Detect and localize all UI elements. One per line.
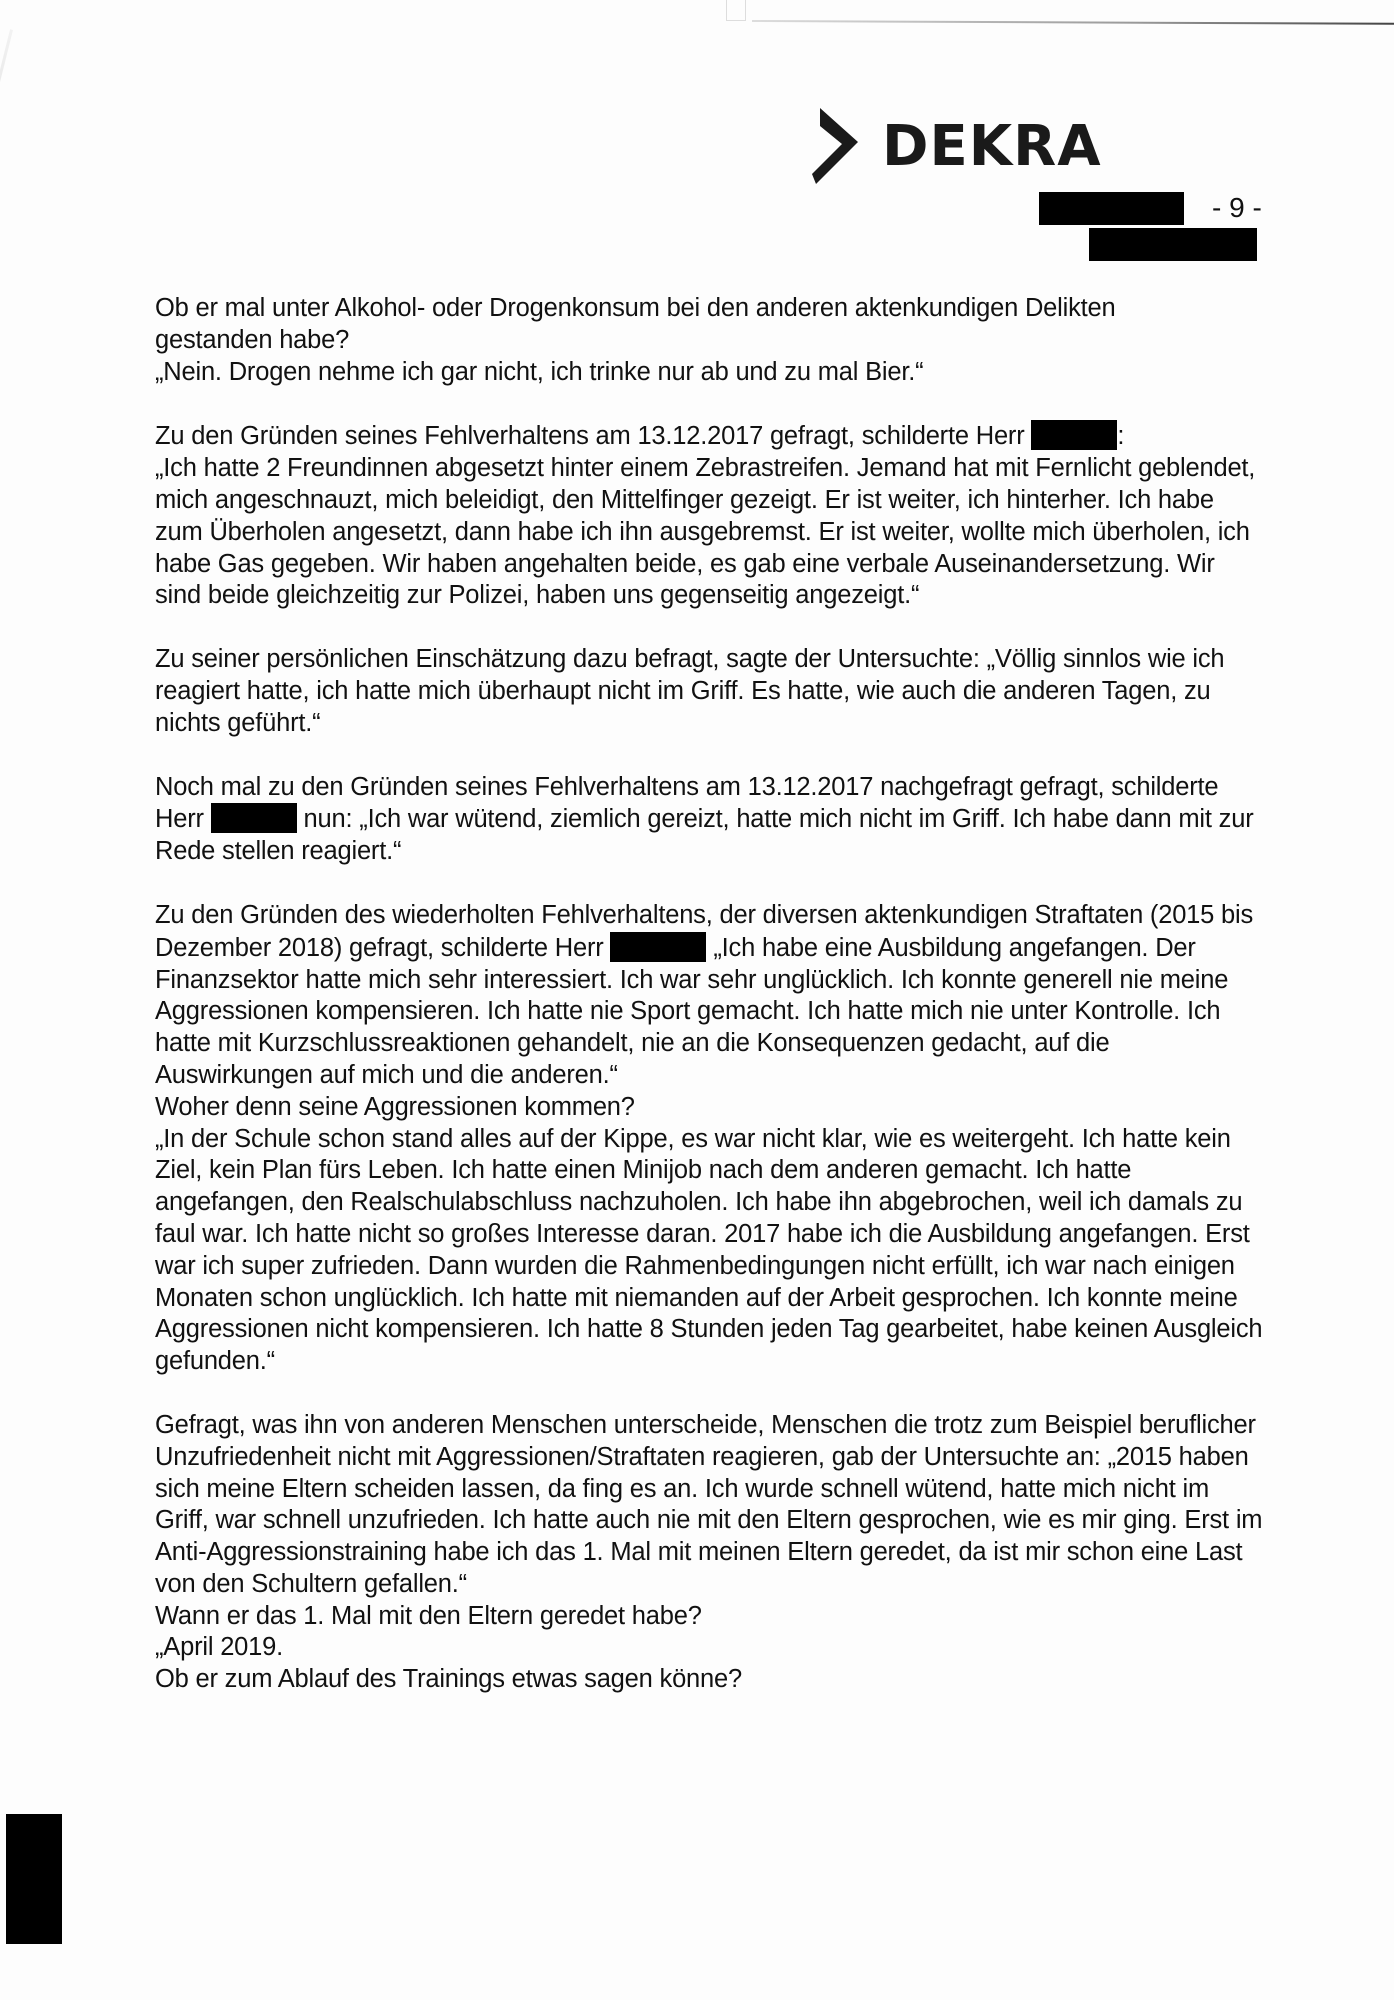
brand-name: DEKRA bbox=[882, 113, 1102, 179]
redaction-name bbox=[211, 803, 297, 833]
redaction-side bbox=[6, 1814, 62, 1944]
paragraph-differences: Gefragt, was ihn von anderen Menschen unterscheide, Menschen die trotz zum Beispiel beruflicher Unzufriedenheit nicht mit Aggressionen/Straftaten reagieren, gab der Untersuchte an: „2015 haben sich meine Eltern scheiden lassen, da fing es an. Ich wurde schnell wütend, hatte mich nicht im Griff, war schnell unzufrieden. Ich hatte auch nie mit den Eltern gesprochen, wie es mir ging. Erst im Anti-Aggressionstraining habe ich das 1. Mal mit meinen Eltern geredet, da ist mir schon eine Last von den Schultern gefallen.“ Wann er das 1. Mal mit den Eltern geredet habe? „April 2019. Ob er zum Ablauf des Trainings etwas sagen könne? bbox=[155, 1410, 1263, 1694]
redaction-header-1 bbox=[1039, 192, 1184, 225]
paragraph-alcohol-question: Ob er mal unter Alkohol- oder Drogenkonsum bei den anderen aktenkundigen Delikten gestanden habe? „Nein. Drogen nehme ich gar nicht, ich trinke nur ab und zu mal Bier.“ bbox=[155, 294, 1116, 386]
paragraph-followup-reasons: Noch mal zu den Gründen seines Fehlverhaltens am 13.12.2017 nachgefragt gefragt, schilderte Herr nun: „Ich war wütend, ziemlich gereizt, hatte mich nicht im Griff. Ich habe dann mit zur Rede stellen reagiert.“ bbox=[155, 772, 1254, 866]
dekra-logo bbox=[812, 108, 1102, 184]
redaction-name bbox=[1031, 420, 1117, 450]
redaction-name bbox=[610, 932, 706, 962]
paragraph-repeated-offenses: Zu den Gründen des wiederholten Fehlverhaltens, der diversen aktenkundigen Straftaten (2015 bis Dezember 2018) gefragt, schilderte Herr „Ich habe eine Ausbildung angefangen. Der Finanzsektor hatte mich sehr interessiert. Ich war sehr unglücklich. Ich konnte generell nie meine Aggressionen kompensieren. Ich hatte nie Sport gemacht. Ich hatte mich nie unter Kontrolle. Ich hatte mit Kurzschlussreaktionen gehandelt, nie an die Konsequenzen gedacht, auf die Auswirkungen auf mich und die anderen.“ Woher denn seine Aggressionen kommen? „In der Schule schon stand alles auf der Kippe, es war nicht klar, wie es weitergeht. Ich hatte kein Ziel, kein Plan fürs Leben. Ich hatte einen Minijob nach dem anderen gemacht. Ich hatte angefangen, den Realschulabschluss nachzuholen. Ich habe ihn abgebrochen, weil ich damals zu faul war. Ich hatte nicht so großes Interesse daran. 2017 habe ich die Ausbildung angefangen. Erst war ich super zufrieden. Dann wurden die Rahmenbedingungen nicht erfüllt, ich war nach einigen Monaten schon unglücklich. Ich hatte mit niemanden auf der Arbeit gesprochen. Ich konnte meine Aggressionen nicht kompensieren. Ich hatte 8 Stunden jeden Tag gearbeitet, habe keinen Ausgleich gefunden.“ bbox=[155, 900, 1263, 1376]
dekra-arrow-icon bbox=[812, 108, 860, 184]
paragraph-reasons-incident: Zu den Gründen seines Fehlverhaltens am 13.12.2017 gefragt, schilderte Herr : „Ich hatte 2 Freundinnen abgesetzt hinter einem Zebrastreifen. Jemand hat mit Fernlicht geblendet, mich angeschnauzt, mich beleidigt, den Mittelfinger gezeigt. Er ist weiter, ich hinterher. Ich habe zum Überholen angesetzt, dann habe ich ihn ausgebremst. Er ist weiter, wollte mich überholen, ich habe Gas gegeben. Wir haben angehalten beide, es gab eine verbale Auseinandersetzung. Wir sind beide gleichzeitig zur Polizei, haben uns gegenseitig angezeigt.“ bbox=[155, 422, 1256, 610]
scan-artifact-box bbox=[726, 0, 746, 21]
scan-artifact-line bbox=[752, 20, 1394, 25]
scan-artifact-edge bbox=[0, 29, 13, 398]
paragraph-self-assessment: Zu seiner persönlichen Einschätzung dazu befragt, sagte der Untersuchte: „Völlig sinnlos wie ich reagiert hatte, ich hatte mich überhaupt nicht im Griff. Es hatte, wie auch die anderen Tagen, zu nichts geführt.“ bbox=[155, 645, 1225, 737]
redaction-header-2 bbox=[1089, 228, 1257, 261]
page-number: - 9 - bbox=[1212, 192, 1262, 223]
document-body bbox=[155, 293, 1265, 1696]
